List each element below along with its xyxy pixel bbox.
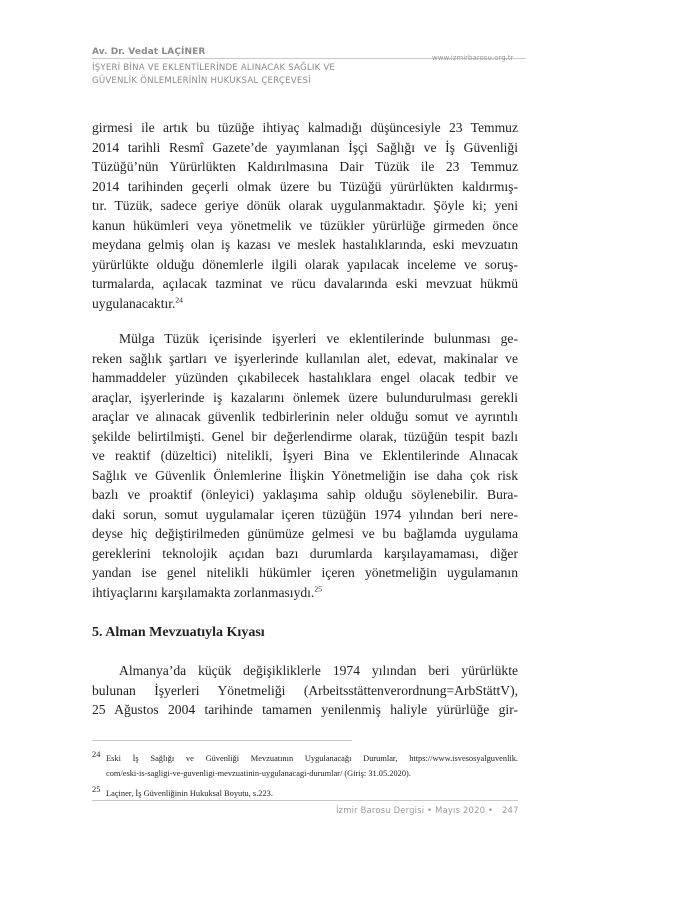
header-url[interactable]: www.izmirbarosu.org.tr xyxy=(432,54,514,62)
text-line: kanun hükümleri veya yönetmelik ve tüzükler yürürlüğe girmeden önce xyxy=(92,217,518,233)
footnote-number: 24 xyxy=(92,750,101,759)
text-line: şekilde belirtilmişti. Genel bir değerlendirme olarak, tüzüğün tespit bazlı xyxy=(92,428,518,444)
header-rule xyxy=(92,58,426,59)
footnote-rule-extension xyxy=(292,740,352,741)
text-line: gereklerini teknolojik açıdan bazı durumlarda karşılayamaması, diğer xyxy=(92,545,518,561)
text-line: Almanya’da küçük değişikliklerle 1974 yılından beri yürürlükte xyxy=(119,663,518,678)
text-line: hammaddeler yüzünden çıkabilecek hastalıklara engel olacak tedbir ve xyxy=(92,370,518,385)
footnote-24 xyxy=(92,752,518,781)
paragraph-1 xyxy=(92,118,518,313)
footnote-ref[interactable]: 24 xyxy=(175,294,183,304)
header-title-line: GÜVENLİK ÖNLEMLERİNİN HUKUKSAL ÇERÇEVESİ xyxy=(92,76,311,86)
text-line: Sağlık ve Güvenlik Önlemlerine İlişkin Yönetmeliğin ise daha çok risk xyxy=(92,467,518,483)
text-line: girmesi ile artık bu tüzüğe ihtiyaç kalmadığı düşüncesiyle 23 Temmuz xyxy=(92,120,518,135)
header-author: Av. Dr. Vedat LAÇİNER xyxy=(92,47,206,57)
text-line: araçlar ve alınacak güvenlik tedbirlerinin neler olduğu somut ve ayrıntılı xyxy=(92,409,518,424)
footnote-line: Laçiner, İş Güvenliğinin Hukuksal Boyutu, s.223. xyxy=(106,789,273,798)
text-line: reken sağlık şartları ve işyerlerinde kullanılan alet, edevat, makinalar ve xyxy=(92,350,518,366)
text-line: yürürlükte olduğu dönemlerle ilgili olarak yapılacak inceleme ve soruş- xyxy=(92,256,518,272)
text-line: bulunan İşyerleri Yönetmeliği (Arbeitsstättenverordnung=ArbStättV), xyxy=(92,682,518,698)
text-line: ve reaktif (düzeltici) nitelikli, İşyeri Bina ve Eklentilerinde Alınacak xyxy=(92,448,518,463)
footnote-text xyxy=(106,752,518,781)
text-line: bazlı ve proaktif (önleyici) yaklaşıma sahip olduğu söylenebilir. Bura- xyxy=(92,487,518,502)
footnote-ref[interactable]: 25 xyxy=(314,583,322,593)
text-line-content: ihtiyaçlarını karşılamakta zorlanmasıydı. xyxy=(92,584,315,600)
footnote-line[interactable]: Eski İş Sağlığı ve Güvenliği Mevzuatının Uygulanacağı Durumlar, https://www.isvesosyalguvenlik. xyxy=(106,754,518,763)
footer-journal: İzmir Barosu Dergisi • Mayıs 2020 • xyxy=(336,805,494,815)
page-number: 247 xyxy=(502,805,519,815)
footer-rule xyxy=(92,800,518,801)
text-line: deyse hiç değiştirilmeden günümüze gelmesi ve bu bağlamda uygulama xyxy=(92,526,518,541)
text-line: Tüzüğü’nün Yürürlükten Kaldırılmasına Dair Tüzük ile 23 Temmuz xyxy=(92,159,518,174)
footnote-line[interactable]: com/eski-is-sagligi-ve-guvenligi-mevzuatinin-uygulanacagi-durumlar/ (Giriş: 31.05.2020). xyxy=(106,768,411,778)
text-line: meydana gelmiş olan iş kazası ve meslek hastalıklarında, eski mevzuatın xyxy=(92,237,518,252)
text-line: Mülga Tüzük içerisinde işyerleri ve eklentilerinde bulunması ge- xyxy=(119,331,518,346)
page-footer xyxy=(336,805,519,815)
header-title-line: İŞYERİ BİNA VE EKLENTİLERİNDE ALINACAK SAĞLIK VE xyxy=(92,63,336,73)
text-line: tır. Tüzük, sadece geriye dönük olarak uygulanmaktadır. Şöyle ki; yeni xyxy=(92,198,518,213)
text-line: 25 Ağustos 2004 tarihinde tamamen yenilenmiş haliyle yürürlüğe gir- xyxy=(92,702,518,717)
text-line: turmalarda, açılacak tazminat ve rücu davalarında eski mevzuat hükmü xyxy=(92,276,518,291)
text-line: araçlar, işyerlerinde iş kazalarını önlemek üzere bulundurulması gerekli xyxy=(92,389,518,405)
text-line xyxy=(92,583,518,603)
section-heading: 5. Alman Mevzuatıyla Kıyası xyxy=(92,625,265,640)
footnote-number: 25 xyxy=(92,785,101,794)
paragraph-2 xyxy=(92,329,518,602)
footnote-rule xyxy=(92,740,292,741)
text-line-content: uygulanacaktır. xyxy=(92,295,176,311)
text-line xyxy=(92,294,518,314)
paragraph-3 xyxy=(92,661,518,720)
text-line: 2014 tarihli Resmî Gazete’de yayımlanan İşçi Sağlığı ve İş Güvenliği xyxy=(92,139,518,155)
text-line: daki sorun, somut uygulamalar içeren tüzüğün 1974 yılından beri nere- xyxy=(92,506,518,522)
text-line: yandan ise genel nitelikli hükümler içeren yönetmeliğin uygulamanın xyxy=(92,565,518,580)
header-article-title xyxy=(92,62,335,88)
text-line: 2014 tarihinden geçerli olmak üzere bu Tüzüğü yürürlükten kaldırmış- xyxy=(92,178,518,194)
